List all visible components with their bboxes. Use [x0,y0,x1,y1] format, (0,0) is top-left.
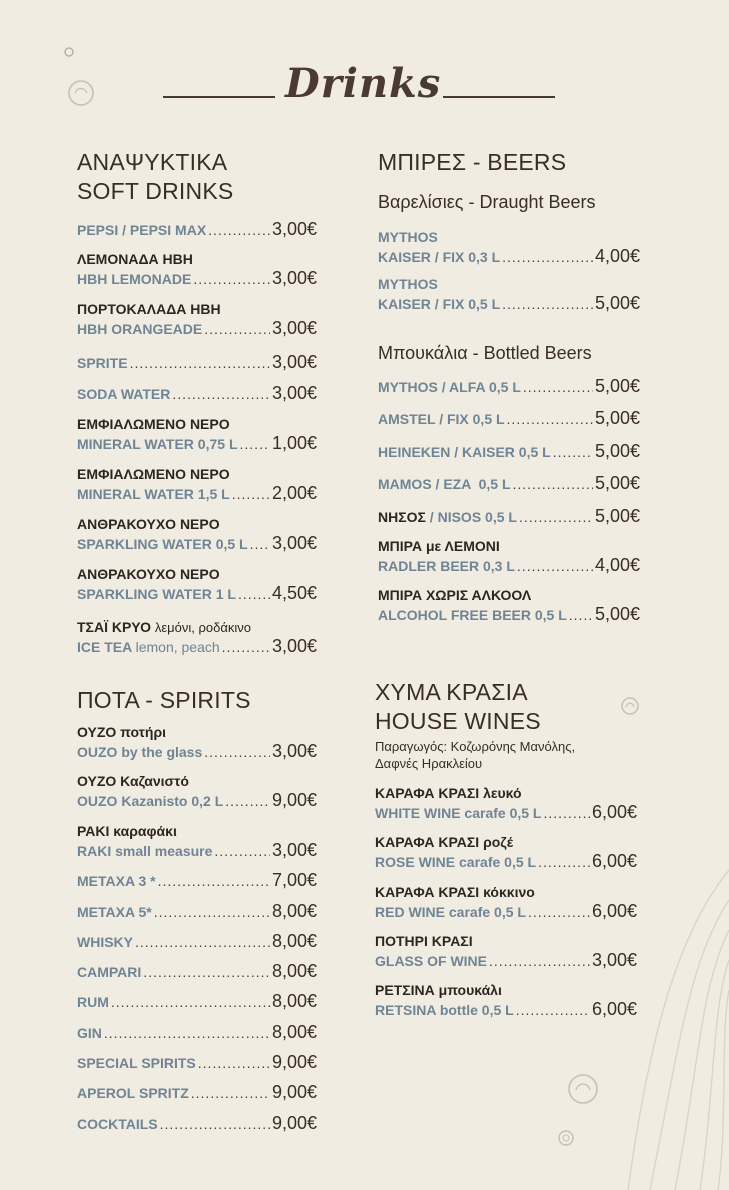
item-name-gr: ΕΜΦΙΑΛΩΜΕΝΟ ΝΕΡΟ [77,466,230,482]
wine-producer-name: Παραγωγός: Κοζωρόνης Μανόλης, [375,739,576,754]
item-name-en: APEROL SPRITZ [77,1085,189,1101]
menu-item [378,441,640,463]
soft-drinks-title-gr: ΑΝΑΨΥΚΤΙΚΑ [77,149,228,175]
leader-dots [538,854,590,870]
bubble-icon [63,46,75,58]
item-price: 6,00€ [591,851,637,871]
leader-dots [502,249,593,265]
menu-item [77,870,317,892]
leader-dots [240,436,270,452]
item-name-en: ΗΒΗ ORANGEADE [77,321,203,337]
menu-item [375,884,637,923]
leader-dots [502,296,593,312]
leader-dots [523,379,593,395]
menu-header [0,58,729,128]
item-price: 8,00€ [271,961,317,981]
menu-item [378,506,640,528]
header-rule-right [443,96,555,98]
item-name-en: AMSTEL / FIX 0,5 L [378,411,505,427]
menu-item [378,473,640,495]
leader-dots [204,321,270,337]
item-name-en: MINERAL WATER 0,75 L [77,436,238,452]
item-price: 9,00€ [271,1113,317,1133]
leader-dots [143,964,270,980]
item-name-gr: ΠΟΤΗΡΙ ΚΡΑΣΙ [375,933,473,949]
house-wines-title-en: HOUSE WINES [375,708,541,734]
menu-item [77,416,317,455]
item-name-gr: ΑΝΘΡΑΚΟΥΧΟ ΝΕΡΟ [77,566,220,582]
leader-dots [489,953,590,969]
item-name-en: WHITE WINE carafe 0,5 L [375,805,542,821]
item-price: 9,00€ [271,1082,317,1102]
item-name-en: SPRITE [77,355,128,371]
menu-item [378,376,640,398]
leader-dots [553,444,593,460]
item-name-en: RAKI small measure [77,843,213,859]
item-name-gr: ΜΠΙΡΑ με ΛΕΜΟΝΙ [378,538,500,554]
item-price: 5,00€ [594,376,640,396]
item-name-en: RED WINE carafe 0,5 L [375,904,526,920]
item-name-gr: ΚΑΡΑΦΑ ΚΡΑΣΙ κόκκινο [375,884,535,900]
item-name-en: METAXA 3 * [77,873,156,889]
item-price: 3,00€ [271,318,317,338]
item-price: 5,00€ [594,293,640,313]
menu-item [77,466,317,505]
item-price: 5,00€ [594,506,640,526]
menu-item [77,352,317,374]
menu-item [77,301,317,340]
menu-item [375,933,637,972]
item-name-gr: ΛΕΜΟΝΑΔΑ ΗΒΗ [77,251,193,267]
leader-dots [154,904,270,920]
menu-item [77,516,317,555]
item-name-gr: ΠΟΡΤΟΚΑΛΑΔΑ ΗΒΗ [77,301,221,317]
leader-dots [172,386,270,402]
menu-item [77,961,317,983]
item-name-gr: ΝΗΣΟΣ [378,509,426,525]
leader-dots [513,476,593,492]
leader-dots [160,1116,270,1132]
menu-item [77,724,317,763]
leader-dots [222,639,270,655]
item-name-gr: ΟΥΖΟ ποτήρι [77,724,167,740]
item-price: 3,00€ [271,533,317,553]
item-name-gr: ΡΕΤΣΙΝΑ μπουκάλι [375,982,502,998]
menu-item [77,991,317,1013]
item-name-en: GLASS OF WINE [375,953,487,969]
beers-title: ΜΠΙΡΕΣ - BEERS [378,149,567,175]
menu-item [375,785,637,824]
item-name-gr: ΚΑΡΑΦΑ ΚΡΑΣΙ λευκό [375,785,522,801]
bottled-beers-title: Μπουκάλια - Bottled Beers [378,343,592,363]
leader-dots [543,805,589,821]
leader-dots [198,1055,270,1071]
item-price: 4,00€ [594,555,640,575]
item-price: 5,00€ [594,441,640,461]
house-wines-title [375,678,541,736]
menu-item [378,408,640,430]
item-price: 3,00€ [271,268,317,288]
menu-item [77,773,317,812]
leader-dots [191,1085,270,1101]
item-price: 3,00€ [271,352,317,372]
leader-dots [569,607,593,623]
item-name-en: RADLER BEER 0,3 L [378,558,515,574]
item-price: 6,00€ [591,802,637,822]
item-price: 3,00€ [271,741,317,761]
item-price: 4,00€ [594,246,640,266]
item-price: 7,00€ [271,870,317,890]
item-name-gr: ΤΣΑΪ ΚΡΥΟ [77,619,151,635]
item-price: 3,00€ [591,950,637,970]
menu-item [77,619,317,658]
item-name-en: RETSINA bottle 0,5 L [375,1002,514,1018]
item-price: 3,00€ [271,383,317,403]
leader-dots [528,904,590,920]
leader-dots [517,558,593,574]
item-name-en: COCKTAILS [77,1116,158,1132]
leader-dots [214,843,270,859]
leader-dots [111,994,270,1010]
item-flavors-gr: λεμόνι, ροδάκινο [154,620,252,635]
shell-icon [566,1072,600,1106]
item-price: 6,00€ [591,999,637,1019]
leader-dots [158,873,270,889]
item-price: 3,00€ [271,636,317,656]
leader-dots [135,934,270,950]
menu-item [77,383,317,405]
item-price: 3,00€ [271,840,317,860]
bubble-icon [556,1128,576,1148]
shell-icon [619,695,641,717]
item-price: 8,00€ [271,991,317,1011]
page-title: Drinks [285,60,442,107]
item-price: 8,00€ [271,1022,317,1042]
leader-dots [225,793,270,809]
leader-dots [104,1025,270,1041]
item-price: 8,00€ [271,931,317,951]
item-name-gr: ΑΝΘΡΑΚΟΥΧΟ ΝΕΡΟ [77,516,220,532]
item-name-en: CAMPARI [77,964,142,980]
soft-drinks-title [77,148,233,206]
item-name-gr: ΟΥΖΟ Καζανιστό [77,773,189,789]
menu-item [77,1082,317,1104]
item-name-en: GIN [77,1025,102,1041]
item-name-en: KAISER / FIX 0,5 L [378,296,501,312]
leader-dots [516,1002,590,1018]
item-name-en: RUM [77,994,109,1010]
item-name-en: / NISOS 0,5 L [425,509,517,525]
menu-item [77,901,317,923]
wine-producer [375,738,575,772]
item-name-gr: ΜΠΙΡΑ ΧΩΡΙΣ ΑΛΚΟΟΛ [378,587,532,603]
item-name-en: SPARKLING WATER 1 L [77,586,236,602]
menu-item [375,834,637,873]
item-name-en: MINERAL WATER 1,5 L [77,486,230,502]
draught-beers-title: Βαρελίσιες - Draught Beers [378,192,596,212]
item-name-en: ROSE WINE carafe 0,5 L [375,854,537,870]
item-price: 5,00€ [594,408,640,428]
menu-item [77,1052,317,1074]
item-name-en: METAXA 5* [77,904,152,920]
menu-item [77,566,317,605]
item-name-en: SPECIAL SPIRITS [77,1055,196,1071]
item-name-gr: ΡΑΚΙ καραφάκι [77,823,177,839]
item-price: 9,00€ [271,1052,317,1072]
leader-dots [204,744,270,760]
menu-item [378,538,640,577]
item-flavors-en: lemon, peach [135,639,220,655]
soft-drinks-title-en: SOFT DRINKS [77,178,234,204]
spirits-title: ΠΟΤΑ - SPIRITS [77,687,251,713]
item-name-gr: MYTHOS [378,276,438,292]
item-name-en: ALCOHOL FREE BEER 0,5 L [378,607,567,623]
leader-dots [238,586,270,602]
item-name-en: HEINEKEN / KAISER 0,5 L [378,444,551,460]
item-price: 1,00€ [271,433,317,453]
house-wines-title-gr: ΧΥΜΑ ΚΡΑΣΙΑ [375,679,528,705]
item-name-en: ΗΒΗ LEMONADE [77,271,192,287]
wine-producer-location: Δαφνές Ηρακλείου [375,756,483,771]
item-name-gr: ΚΑΡΑΦΑ ΚΡΑΣΙ ροζέ [375,834,514,850]
menu-item [77,219,317,241]
menu-item [77,823,317,862]
item-name-en: MYTHOS / ALFA 0,5 L [378,379,521,395]
item-price: 3,00€ [271,219,317,239]
menu-item [77,251,317,290]
leader-dots [208,222,270,238]
item-name-en: OUZO by the glass [77,744,203,760]
item-price: 5,00€ [594,473,640,493]
menu-item [77,1113,317,1135]
item-name-gr: ΕΜΦΙΑΛΩΜΕΝΟ ΝΕΡΟ [77,416,230,432]
item-name-en: OUZO Kazanisto 0,2 L [77,793,224,809]
leader-dots [130,355,270,371]
item-name-en: ICE TEA [77,639,132,655]
leader-dots [193,271,270,287]
menu-item [375,982,637,1021]
leader-dots [507,411,593,427]
menu-item [378,587,640,626]
item-price: 9,00€ [271,790,317,810]
leader-dots [519,509,593,525]
item-name-en: WHISKY [77,934,133,950]
item-price: 2,00€ [271,483,317,503]
menu-item [378,229,640,268]
item-price: 6,00€ [591,901,637,921]
menu-item [77,931,317,953]
item-price: 5,00€ [594,604,640,624]
item-name-en: KAISER / FIX 0,3 L [378,249,501,265]
item-name-en: SPARKLING WATER 0,5 L [77,536,248,552]
item-name-en: SODA WATER [77,386,171,402]
item-price: 4,50€ [271,583,317,603]
leader-dots [232,486,270,502]
menu-item [77,1022,317,1044]
item-name-en: PEPSI / PEPSI MAX [77,222,207,238]
item-price: 8,00€ [271,901,317,921]
item-name-gr: MYTHOS [378,229,438,245]
item-name-en: MAMOS / EZA 0,5 L [378,476,511,492]
header-rule-left [163,96,275,98]
menu-item [378,276,640,315]
leader-dots [250,536,270,552]
